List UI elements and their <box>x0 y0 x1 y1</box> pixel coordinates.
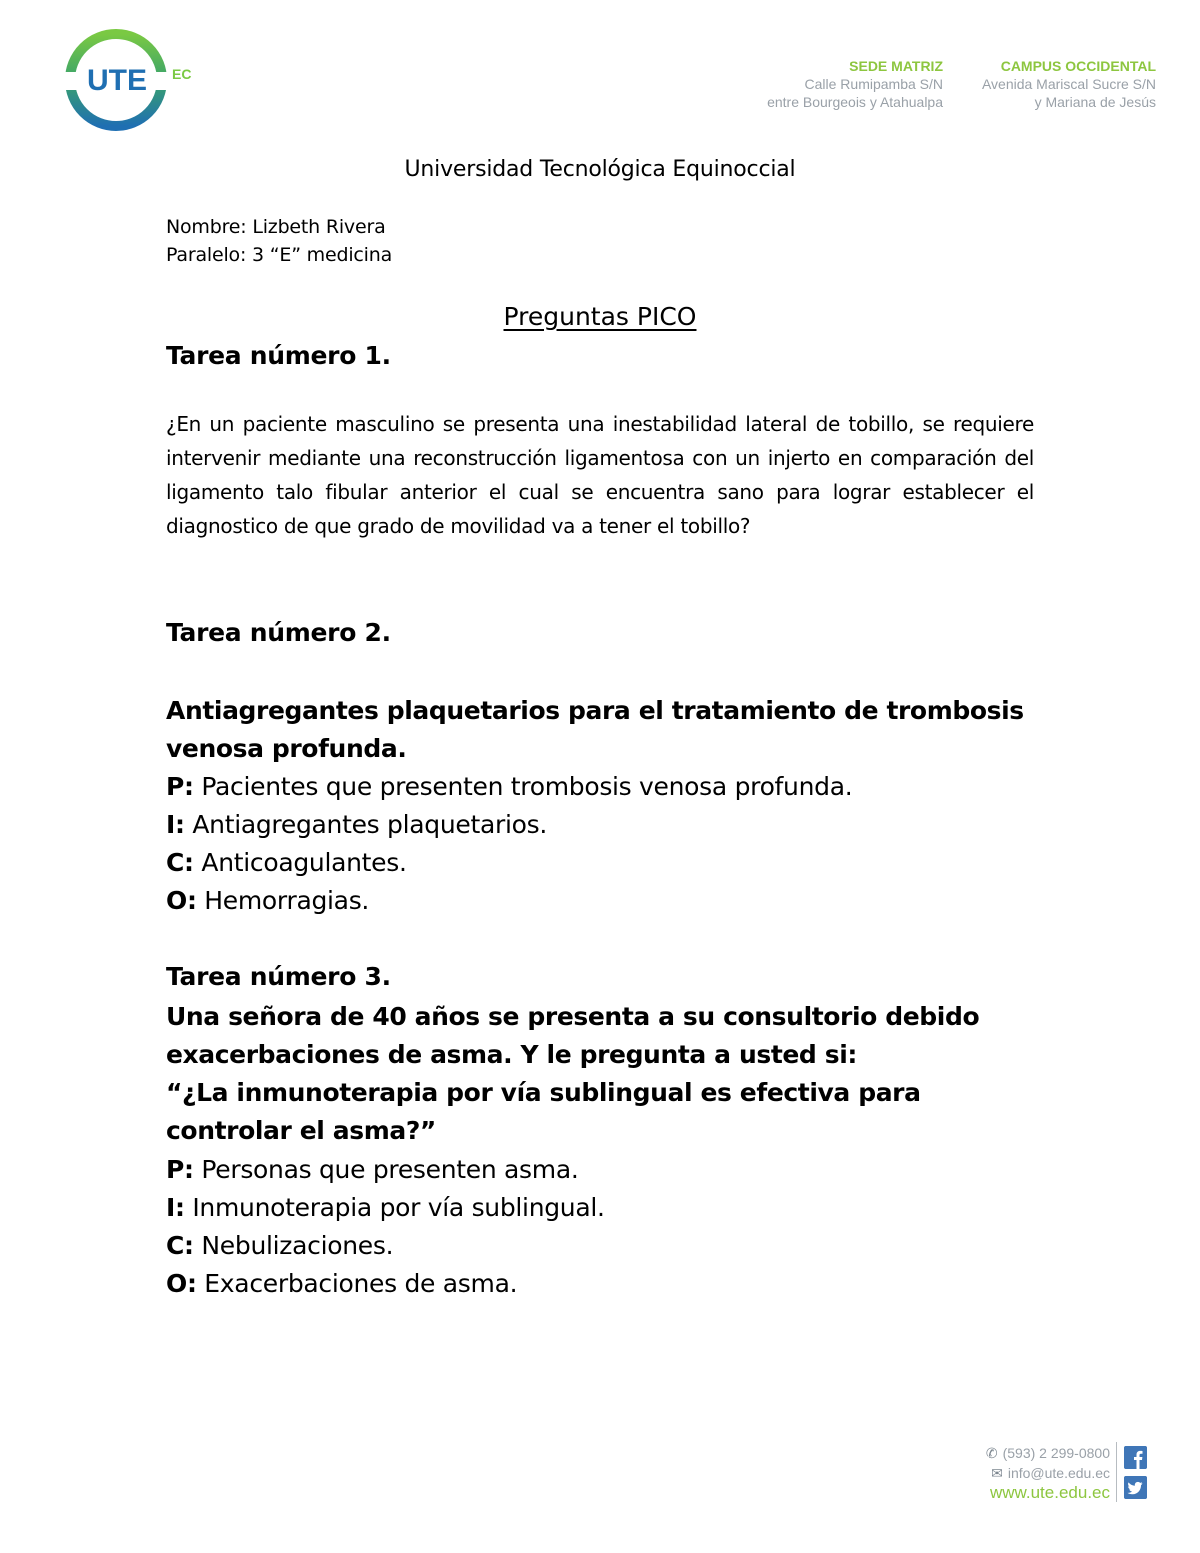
facebook-icon <box>1124 1446 1147 1469</box>
footer-email <box>986 1463 1110 1483</box>
task3-subtitle-line1: Una señora de 40 años se presenta a su consultorio debido <box>166 1002 980 1031</box>
pico-item-c <box>166 844 852 882</box>
pico-letter: P: <box>166 1155 194 1184</box>
task3-subtitle-line3: “¿La inmunoterapia por vía sublingual es efectiva para controlar el asma?” <box>166 1078 921 1145</box>
pico-letter: O: <box>166 1269 197 1298</box>
phone-icon: ✆ <box>985 1445 998 1461</box>
pico-text: Nebulizaciones. <box>193 1231 394 1260</box>
task2-pico-list <box>166 768 852 920</box>
pico-item-o <box>166 1265 605 1303</box>
footer-email-text: info@ute.edu.ec <box>1007 1465 1110 1481</box>
pico-text: Hemorragias. <box>196 886 370 915</box>
student-name: Nombre: Lizbeth Rivera <box>166 216 386 238</box>
pico-letter: I: <box>166 1193 185 1222</box>
footer-website: www.ute.edu.ec <box>989 1483 1110 1502</box>
sede-matriz-address <box>767 57 943 111</box>
task3-subtitle-line2: exacerbaciones de asma. Y le pregunta a usted si: <box>166 1040 857 1069</box>
task1-heading: Tarea número 1. <box>166 341 391 370</box>
footer-contact <box>986 1443 1110 1503</box>
sede-matriz-line1: Calle Rumipamba S/N <box>804 76 943 92</box>
logo-text: UTE <box>87 64 147 97</box>
pico-text: Exacerbaciones de asma. <box>196 1269 518 1298</box>
campus-occidental-title: CAMPUS OCCIDENTAL <box>1000 58 1156 74</box>
document-title-text: Preguntas PICO <box>503 302 697 331</box>
pico-letter: I: <box>166 810 185 839</box>
footer-divider <box>1116 1442 1117 1502</box>
task2-subtitle: Antiagregantes plaquetarios para el tratamiento de trombosis venosa profunda. <box>166 696 1024 763</box>
pico-item-p <box>166 1151 605 1189</box>
campus-occidental-address <box>982 57 1156 111</box>
footer-phone-text: (593) 2 299-0800 <box>1002 1445 1110 1461</box>
sede-matriz-line2: entre Bourgeois y Atahualpa <box>767 94 943 110</box>
task3-heading: Tarea número 3. <box>166 962 391 991</box>
pico-text: Anticoagulantes. <box>193 848 407 877</box>
task1-question: ¿En un paciente masculino se presenta una inestabilidad lateral de tobillo, se requiere intervenir mediante una reconstrucción ligamentosa con un injerto en comparación del ligamento talo fibular anterior el cual se encuentra sano para lograr establecer el diagnostico de que grado de movilidad va a tener el tobillo? <box>166 412 1034 538</box>
task2-heading: Tarea número 2. <box>166 618 391 647</box>
email-icon: ✉ <box>991 1465 1003 1481</box>
logo-suffix: EC <box>172 66 192 82</box>
student-paralelo: Paralelo: 3 “E” medicina <box>166 244 393 266</box>
footer-phone <box>986 1443 1110 1463</box>
task3-subtitle <box>166 998 1046 1150</box>
document-title <box>0 302 1200 331</box>
pico-text: Antiagregantes plaquetarios. <box>184 810 547 839</box>
campus-occidental-line2: y Mariana de Jesús <box>1034 94 1156 110</box>
twitter-icon <box>1124 1476 1147 1499</box>
pico-item-i <box>166 806 852 844</box>
pico-item-c <box>166 1227 605 1265</box>
university-name: Universidad Tecnológica Equinoccial <box>404 157 796 182</box>
pico-text: Pacientes que presenten trombosis venosa profunda. <box>193 772 853 801</box>
pico-item-p <box>166 768 852 806</box>
pico-text: Inmunoterapia por vía sublingual. <box>184 1193 605 1222</box>
pico-item-i <box>166 1189 605 1227</box>
campus-occidental-line1: Avenida Mariscal Sucre S/N <box>981 76 1156 92</box>
pico-letter: C: <box>166 1231 194 1260</box>
pico-letter: P: <box>166 772 194 801</box>
pico-letter: C: <box>166 848 194 877</box>
pico-item-o <box>166 882 852 920</box>
task3-pico-list <box>166 1151 605 1303</box>
sede-matriz-title: SEDE MATRIZ <box>849 58 943 74</box>
pico-letter: O: <box>166 886 197 915</box>
pico-text: Personas que presenten asma. <box>193 1155 579 1184</box>
